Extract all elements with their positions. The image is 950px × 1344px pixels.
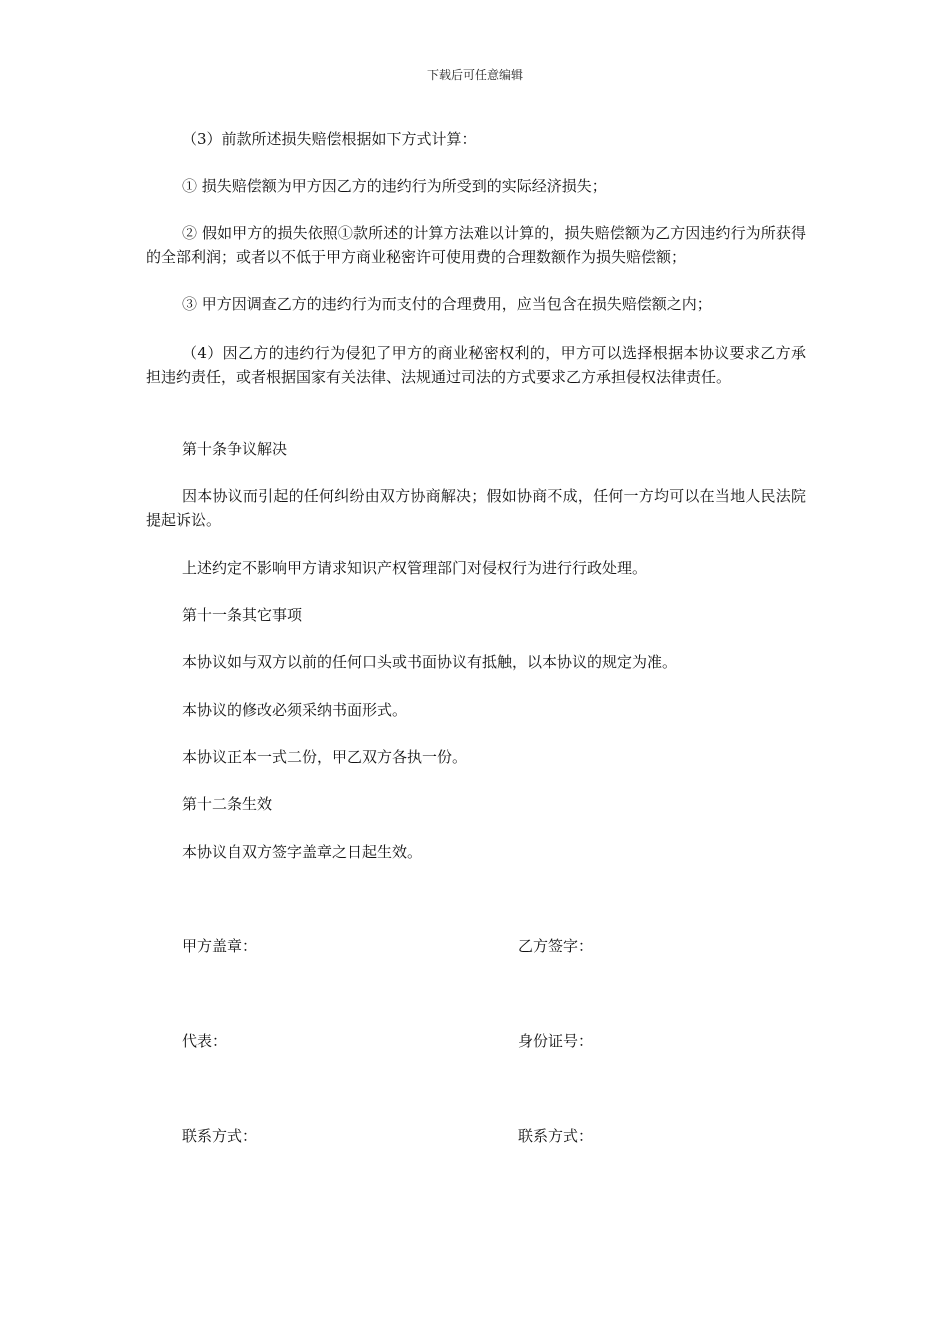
contact-b-label: 联系方式： bbox=[518, 1127, 594, 1145]
paragraph-admin-handling: 上述约定不影响甲方请求知识产权管理部门对侵权行为进行行政处理。 bbox=[182, 559, 648, 577]
paragraph-infringement: （4）因乙方的违约行为侵犯了甲方的商业秘密权利的，甲方可以选择根据本协议要求乙方承担违约责任，或者根据国家有关法律、法规通过司法的方式要求乙方承担侵权法律责任。 bbox=[146, 344, 806, 386]
paragraph-dispute-resolution: 因本协议而引起的任何纠纷由双方协商解决；假如协商不成，任何一方均可以在当地人民法院提起诉讼。 bbox=[146, 487, 806, 529]
paragraph-effective: 本协议自双方签字盖章之日起生效。 bbox=[182, 843, 423, 861]
heading-article-10: 第十条争议解决 bbox=[182, 440, 288, 458]
paragraph-loss-item-2: ② 假如甲方的损失依照①款所述的计算方法难以计算的，损失赔偿额为乙方因违约行为所获得的全部利润；或者以不低于甲方商业秘密许可使用费的合理数额作为损失赔偿额； bbox=[146, 224, 806, 266]
id-number-label: 身份证号： bbox=[518, 1032, 594, 1050]
contact-a-label: 联系方式： bbox=[182, 1127, 258, 1145]
paragraph-loss-item-3: ③ 甲方因调查乙方的违约行为而支付的合理费用，应当包含在损失赔偿额之内； bbox=[182, 295, 712, 313]
representative-label: 代表： bbox=[182, 1032, 228, 1050]
party-b-sign-label: 乙方签字： bbox=[518, 937, 594, 955]
paragraph-precedence: 本协议如与双方以前的任何口头或书面协议有抵触，以本协议的规定为准。 bbox=[182, 653, 678, 671]
paragraph-copies: 本协议正本一式二份，甲乙双方各执一份。 bbox=[182, 748, 468, 766]
heading-article-11: 第十一条其它事项 bbox=[182, 606, 303, 624]
heading-article-12: 第十二条生效 bbox=[182, 795, 273, 813]
paragraph-loss-item-1: ① 损失赔偿额为甲方因乙方的违约行为所受到的实际经济损失； bbox=[182, 177, 607, 195]
page-header-note: 下载后可任意编辑 bbox=[426, 68, 523, 82]
paragraph-written-form: 本协议的修改必须采纳书面形式。 bbox=[182, 701, 408, 719]
paragraph-loss-calc-method: （3）前款所述损失赔偿根据如下方式计算： bbox=[182, 130, 477, 148]
party-a-seal-label: 甲方盖章： bbox=[182, 937, 258, 955]
